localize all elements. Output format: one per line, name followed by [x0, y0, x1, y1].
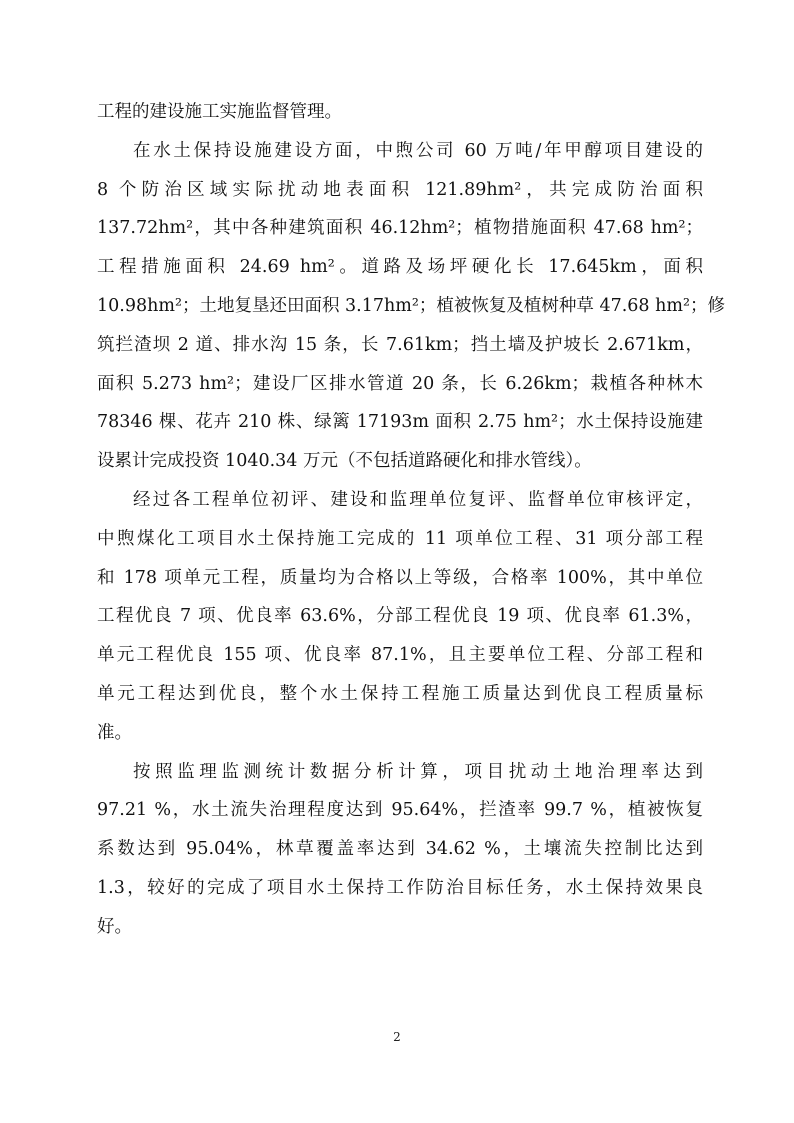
document-body: [97, 93, 725, 947]
text-line: 工程优良 7 项、优良率 63.6%，分部工程优良 19 项、优良率 61.3%，: [97, 606, 703, 627]
text-line: 和 178 项单元工程，质量均为合格以上等级，合格率 100%，其中单位: [97, 567, 703, 588]
text-line: 在水土保持设施建设方面，中煦公司 60 万吨/年甲醇项目建设的: [133, 140, 703, 161]
text-line: 10.98hm²；土地复垦还田面积 3.17hm²；植被恢复及植树种草 47.68 hm²；修: [97, 295, 725, 316]
text-line: 经过各工程单位初评、建设和监理单位复评、监督单位审核评定，: [133, 489, 703, 510]
text-line: 中煦煤化工项目水土保持施工完成的 11 项单位工程、31 项分部工程: [97, 528, 703, 549]
text-line: 准。: [97, 722, 132, 743]
text-line: 单元工程达到优良，整个水土保持工程施工质量达到优良工程质量标: [97, 683, 703, 704]
text-line: 按照监理监测统计数据分析计算，项目扰动土地治理率达到: [133, 761, 703, 782]
text-line: 工程措施面积 24.69 hm²。道路及场坪硬化长 17.645km，面积: [97, 257, 703, 278]
text-line: 97.21 %，水土流失治理程度达到 95.64%，拦渣率 99.7 %，植被恢复: [97, 800, 703, 821]
text-line: 设累计完成投资 1040.34 万元（不包括道路硬化和排水管线）。: [97, 451, 592, 472]
text-line: 系数达到 95.04%，林草覆盖率达到 34.62 %，土壤流失控制比达到: [97, 839, 703, 860]
text-line: 137.72hm²，其中各种建筑面积 46.12hm²；植物措施面积 47.68 hm²；: [97, 218, 703, 239]
text-line: 单元工程优良 155 项、优良率 87.1%，且主要单位工程、分部工程和: [97, 645, 703, 666]
text-line: 78346 棵、花卉 210 株、绿篱 17193m 面积 2.75 hm²；水土保持设施建: [97, 412, 703, 433]
text-line: 好。: [97, 916, 132, 937]
text-line: 1.3，较好的完成了项目水土保持工作防治目标任务，水土保持效果良: [97, 877, 703, 898]
page-number: 2: [393, 1030, 401, 1044]
text-line: 筑拦渣坝 2 道、排水沟 15 条，长 7.61km；挡土墙及护坡长 2.671km，: [97, 334, 703, 355]
text-line: 工程的建设施工实施监督管理。: [97, 102, 342, 122]
text-line: 面积 5.273 hm²；建设厂区排水管道 20 条，长 6.26km；栽植各种林木: [97, 373, 703, 394]
text-line: 8 个防治区域实际扰动地表面积 121.89hm²，共完成防治面积: [97, 179, 703, 200]
